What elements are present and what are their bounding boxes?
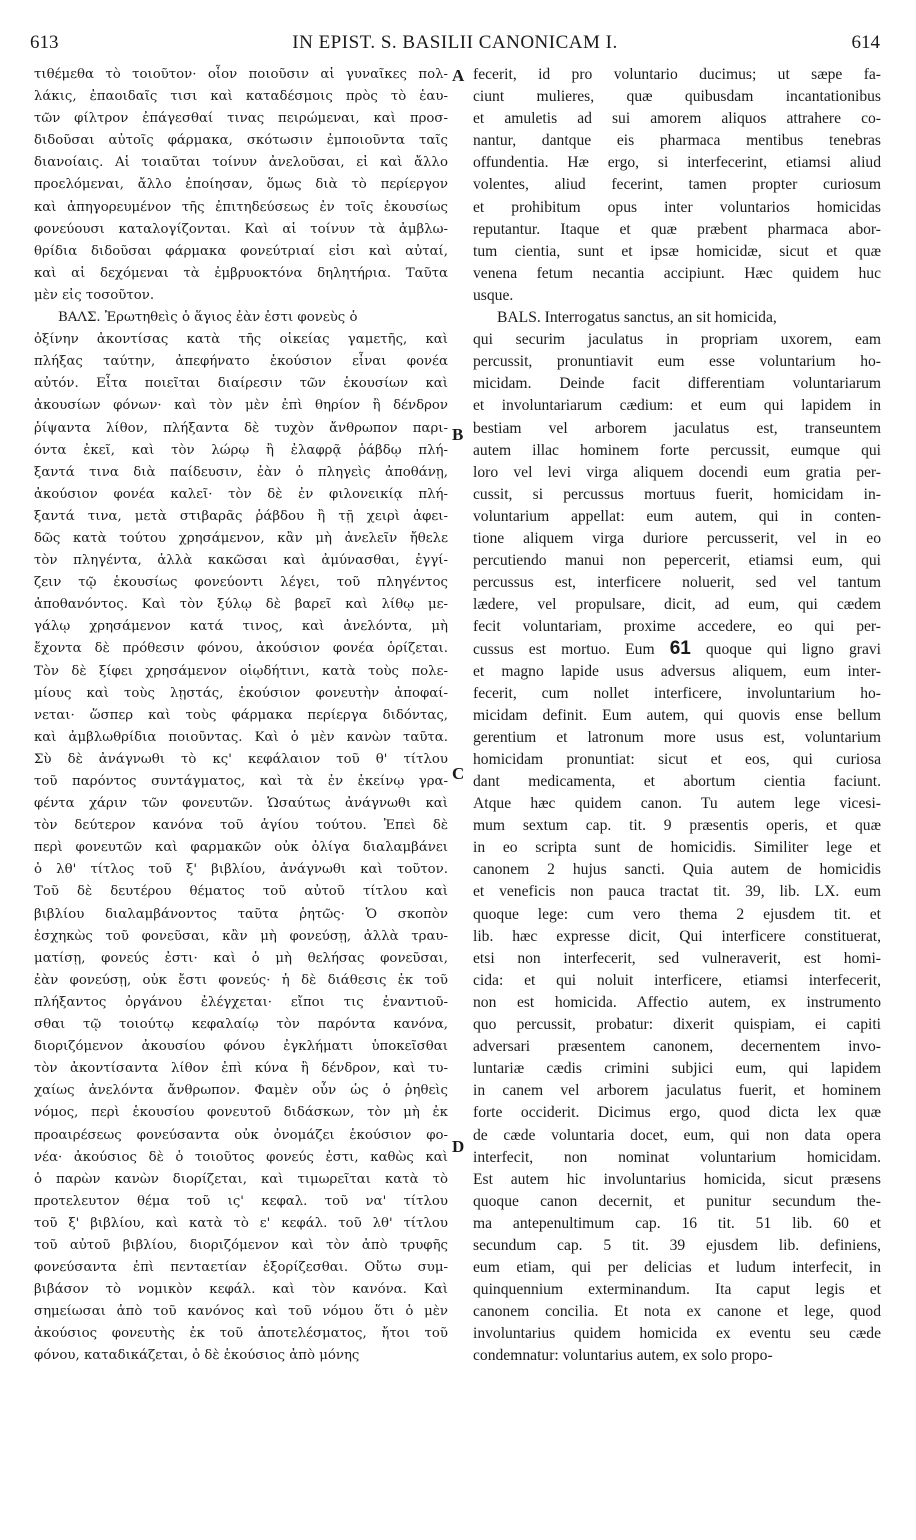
latin-text-line: lædere, vel propulsare, dicit, ad eum, qui cædem <box>473 596 881 614</box>
greek-text-line: νέα· ἀκούσιος δὲ ὁ τοιοῦτος φονεύς ἐστι, καθὼς καὶ <box>34 1149 448 1165</box>
latin-text-line: Atque hæc quidem canon. Tu autem lege vicesi- <box>473 795 881 813</box>
greek-text-line: λάκις, ἐπαοιδαῖς τισι καὶ καταδέσμοις πρὸς τὸ ἑαυ- <box>34 89 448 105</box>
greek-text-line: διοριζόμενον ἀκουσίου φόνου ἐγκλήματι ὑποκεῖσθαι <box>34 1039 448 1055</box>
latin-text-fragment: cussus est mortuo. Eum <box>473 641 655 659</box>
greek-text-line: φόνου, καταδικάζεται, ὁ δὲ ἑκούσιος ἀπὸ μόνης <box>34 1348 360 1364</box>
greek-text-line: ἐσχηκὼς τοῦ φονεῦσαι, κἂν μὴ φονεύσῃ, ἀλλὰ τραυ- <box>34 928 448 944</box>
greek-text-line: ματίσῃ, φονεύς ἐστι· καὶ ὁ μὴ θελήσας φονεῦσαι, <box>34 950 448 966</box>
greek-text-line: μίους καὶ τοὺς λῃστάς, ἑκούσιον φονευτὴν ἀποφαί- <box>34 685 448 701</box>
greek-text-line: όντα ἐκεῖ, καὶ τὸν λώρῳ ἢ ἐλαφρᾷ ῥάβδῳ πλή- <box>34 442 448 458</box>
greek-text-line: τοῦ παρόντος συντάγματος, καὶ τὰ ἐν ἐκείνῳ γρα- <box>34 774 448 789</box>
latin-text-line: fecit voluntariam, proxime accedere, eo qui per- <box>473 618 881 636</box>
greek-text-line: ξαντά τινα διὰ παίδευσιν, ἐὰν ὁ πληγεὶς ἀποθάνῃ, <box>34 464 448 480</box>
page-header <box>30 32 880 58</box>
latin-text-line: fecerit, cum nollet interficere, involuntarium ho- <box>473 684 881 702</box>
latin-text-line: interfecit, non nominat voluntarium homicidam. <box>473 1148 881 1166</box>
latin-text-line: fecerit, id pro voluntario ducimus; ut sæpe fa- <box>473 66 881 83</box>
latin-text-line: voluntarium appellat: eum autem, qui in conten- <box>473 507 881 525</box>
greek-text-line: ἐὰν φονεύσῃ, οὐκ ἔστι φονεύς· ἡ δὲ διάθεσις ἐκ τοῦ <box>34 972 448 988</box>
greek-text-line: πλήξαντος ὀργάνου ἐλέγχεται· εἴποι τις ἐναντιοῦ- <box>34 994 448 1010</box>
latin-text-line: et veneficis non pauca tractat tit. 39, lib. LX. eum <box>473 883 881 901</box>
latin-text-line: et amuletis ad sui amorem aliquos attrahere co- <box>473 110 881 128</box>
greek-text-line: τοῦ αὐτοῦ βιβλίου, διοριζόμενον καὶ τὸν ἀπὸ τρυφῆς <box>34 1237 448 1253</box>
margin-marker-c: C <box>452 764 465 783</box>
latin-text-line: bestiam vel arborem jaculatus est, transeuntem <box>473 419 881 437</box>
latin-text-line: et prohibitum opus inter voluntarios homicidas <box>473 198 881 216</box>
inline-column-number: 61 <box>669 638 691 660</box>
greek-text-line: ζειν τῷ ἑκουσίως φονεύοντι λέγει, τοῦ πληγέντος <box>34 575 448 591</box>
latin-text-line: quo percussit, probatur: dixerit quispiam, ei capiti <box>473 1016 881 1034</box>
latin-column <box>473 64 881 1524</box>
latin-text-line: cida: et qui noluit interficere, etiamsi interfecerit, <box>473 971 881 989</box>
latin-text-line: percussit, pronuntiavit eum esse voluntarium ho- <box>473 353 881 371</box>
latin-text-line: micidam definit. Eum autem, qui quovis ense bellum <box>473 706 881 724</box>
greek-text-line: προαιρέσεως φονεύσαντα οὐκ ὀνομάζει ἑκούσιον φο- <box>34 1127 448 1143</box>
latin-text-line: loro vel levi virga aliquem docendi eum gratia per- <box>473 463 881 481</box>
page-number-left: 613 <box>30 32 59 53</box>
greek-text-line: τιθέμεθα τὸ τοιοῦτον· οἷον ποιοῦσιν αἱ γυναῖκες πολ- <box>34 67 448 82</box>
greek-text-line: γάλῳ χρησάμενον κατά τινος, καὶ ἀνελόντα, μὴ <box>34 619 448 635</box>
latin-text-line: dant medicamenta, et abortum cientia faciunt. <box>473 773 881 790</box>
greek-text-line: φονεύσαντα ἐπὶ πενταετίαν ἐξορίζεσθαι. Οὕτω συμ- <box>34 1260 448 1276</box>
greek-text-line: νόμος, περὶ ἑκουσίου φονευτοῦ διδάσκων, τὸν μὴ ἐκ <box>34 1105 448 1121</box>
latin-text-line: canonem 2 hujus sancti. Quia autem de homicidis <box>473 861 881 879</box>
latin-text-line: mum sextum cap. tit. 9 præsentis operis, et quæ <box>473 817 881 835</box>
greek-text-line: ΒΑΛΣ. Ἐρωτηθεὶς ὁ ἅγιος ἐὰν ἐστι φονεὺς ὁ <box>58 310 358 326</box>
greek-text-line: αὐτόν. Εἶτα ποιεῖται διαίρεσιν τῶν ἑκουσίων καὶ <box>34 376 448 392</box>
greek-text-line: Σὺ δὲ ἀνάγνωθι τὸ κς' κεφάλαιον τοῦ θ' τίτλου <box>34 751 448 767</box>
greek-text-line: περὶ φονευτῶν καὶ φαρμακῶν οὐκ ὀλίγα διαλαμβάνει <box>34 840 448 856</box>
greek-text-line: βιβάσον τὸ νομικὸν κεφάλ. καὶ τὸν κανόνα. Καὶ <box>34 1282 448 1298</box>
latin-text-line: nantur, dantque eis pharmaca mentibus tenebras <box>473 132 881 150</box>
latin-text-line: percussus est, interficere noluerit, sed vel tantum <box>473 574 881 592</box>
greek-text-line: δῶς κατὰ τούτου χρησάμενον, κἂν μὴ ἀνελεῖν ἤθελε <box>34 530 448 546</box>
latin-text-line: offundentia. Hæ ergo, si interfecerint, etiamsi aliud <box>473 154 881 172</box>
greek-text-line: νεται· ὥσπερ καὶ τοὺς φάρμακα περίεργα διδόντας, <box>34 707 448 723</box>
greek-text-line: ἔχοντα δὲ πρόθεσιν φόνου, ἀκούσιον φονέα ὁρίζεται. <box>34 641 448 657</box>
greek-column <box>34 64 448 1524</box>
latin-text-line: eum etiam, qui per delicias et ludum interfecit, in <box>473 1259 881 1277</box>
greek-text-line: σθαι τῷ τοιούτῳ κεφαλαίῳ τὸν παρόντα κανόνα, <box>34 1017 448 1033</box>
latin-text-fragment: quoque qui ligno gravi <box>690 641 881 659</box>
latin-text-line: luntariæ cædis crimini subjici eum, qui lapidem <box>473 1060 881 1078</box>
latin-text-line: non est homicida. Affectio autem, ex instrumento <box>473 993 881 1011</box>
greek-text-line: τὸν δεύτερον κανόνα τοῦ ἁγίου τούτου. Ἐπεὶ δὲ <box>34 818 448 834</box>
margin-marker-b: B <box>452 425 464 444</box>
greek-text-line: ἀκούσιος φονευτὴς ἐκ τοῦ ἀποτελέσματος, ἤτοι τοῦ <box>34 1326 448 1342</box>
latin-text-line: percutiendo manui non pepercerit, etiamsi eum, qui <box>473 552 881 570</box>
latin-text-line: tum cientia, sunt et ipsæ homicidæ, sicut et quæ <box>473 242 881 260</box>
latin-text-line: BALS. Interrogatus sanctus, an sit homicida, <box>497 309 777 327</box>
greek-text-line: καὶ ἀμβλωθρίδια ποιοῦντας. Καὶ ὁ μὲν κανὼν ταῦτα. <box>34 729 448 745</box>
latin-text-line: ciunt mulieres, quæ quibusdam incantationibus <box>473 88 881 106</box>
latin-text-line: usque. <box>473 286 514 304</box>
latin-text-line: lib. hæc expresse dicit, Qui interficere constituerat, <box>473 927 881 945</box>
greek-text-line: ἀκουσίων φόνων· καὶ τὸν μὲν ἐπὶ θηρίον ἢ δένδρον <box>34 398 448 414</box>
latin-text-line: Est autem hic involuntarius homicida, sicut præsens <box>473 1170 881 1188</box>
greek-text-line: διανοίαις. Αἱ τοιαῦται τοίνυν ἀνελοῦσαι, εἰ καὶ ἄλλο <box>34 155 448 171</box>
greek-text-line: ἀποθανόντος. Καὶ τὸν ξύλῳ δὲ βαρεῖ καὶ λίθῳ με- <box>34 597 448 613</box>
latin-text-line: canonem concilia. Et nota ex canone et lege, quod <box>473 1303 881 1321</box>
greek-text-line: ξαντά τινα, μετὰ στιβαρᾶς ῥάβδου ἢ τῇ χειρὶ ἀφει- <box>34 508 448 524</box>
greek-text-line: διδοῦσαι αὐτοῖς φάρμακα, σκότωσιν ἐμποιοῦντα ταῖς <box>34 133 448 149</box>
latin-text-line: de cæde voluntaria docet, eum, qui non data opera <box>473 1126 881 1144</box>
latin-text-line: et involuntariarum cædium: et eum qui lapidem in <box>473 397 881 415</box>
latin-text-line: quoque lege: cum vero thema 2 ejusdem tit. et <box>473 905 881 923</box>
latin-text-line: autem illac hominem forte percussit, eumque qui <box>473 441 881 459</box>
latin-text-line: gerentium et latronum more usus est, voluntarium <box>473 728 881 746</box>
greek-text-line: Τοῦ δὲ δευτέρου θέματος τοῦ αὐτοῦ τίτλου καὶ <box>34 884 448 900</box>
latin-text-line: etsi non interfecerit, sed vulneraverit, est homi- <box>473 949 881 967</box>
latin-text-line: volentes, aliud fecerint, tamen propter curiosum <box>473 176 881 194</box>
latin-text-line <box>473 638 881 660</box>
latin-text-line: reputantur. Itaque et quæ præbent pharmaca abor- <box>473 220 881 238</box>
latin-text-line: ma antepenultimum cap. 16 tit. 51 lib. 60 et <box>473 1214 881 1232</box>
greek-text-line: καὶ αἱ δεχόμεναι τὰ ἐμβρυοκτόνα δηλητήρια. Ταῦτα <box>34 265 448 281</box>
margin-marker-a: A <box>452 66 465 85</box>
greek-text-line: μὲν εἰς τοσοῦτον. <box>34 287 155 303</box>
latin-text-line: involuntarius quidem homicida ex eventu seu cæde <box>473 1325 881 1343</box>
greek-text-line: ὁ λθ' τίτλος τοῦ ξ' βιβλίου, ἀνάγνωθι καὶ τοῦτον. <box>34 862 448 878</box>
greek-text-line: χαίως ἀνελόντα ἄνθρωπον. Φαμὲν οὖν ὡς ὁ ῥηθεὶς <box>34 1083 448 1099</box>
latin-text-line: qui securim jaculatus in propriam uxorem, eam <box>473 331 881 349</box>
greek-text-line: προτελευτον θέμα τοῦ ις' κεφαλ. τοῦ να' τίτλου <box>34 1193 448 1209</box>
greek-text-line: τοῦ ξ' βιβλίου, καὶ κατὰ τὸ ε' κεφάλ. τοῦ λθ' τίτλου <box>34 1215 448 1231</box>
latin-text-line: micidam. Deinde facit differentiam voluntariarum <box>473 375 881 393</box>
latin-text-line: venena fetum necantia accipiunt. Hæc quidem huc <box>473 264 881 282</box>
greek-text-line: τὸν πληγέντα, ἀλλὰ κακῶσαι καὶ ἀμύνασθαι, ἐγγί- <box>34 553 448 569</box>
greek-text-line: ὁ παρὼν κανὼν διορίζεται, καὶ τιμωρεῖται κατὰ τὸ <box>34 1171 448 1187</box>
greek-text-line: προελόμεναι, ἄλλο ἐποίησαν, ὅμως διὰ τὸ περίεργον <box>34 177 448 193</box>
latin-text-line: in eo scripta sunt de homicidis. Similiter lege et <box>473 839 881 857</box>
greek-text-line: τῶν φίλτρον ἐπάγεσθαί τινας πειρώμεναι, καὶ προσ- <box>34 111 448 127</box>
latin-text-line: adversari præsentem canonem, decernentem invo- <box>473 1038 881 1056</box>
greek-text-line: σημείωσαι ἀπὸ τοῦ κανόνος καὶ τοῦ νόμου ὅτι ὁ μὲν <box>34 1304 448 1320</box>
greek-text-line: καὶ ἀπηγορευμένον τῆς ἐπιτηδεύσεως ἐν τοῖς ἑκουσίως <box>34 199 448 215</box>
greek-text-line: ὀξίνην ἀκοντίσας κατὰ τῆς οἰκείας γαμετῆς, καὶ <box>34 332 448 348</box>
page-number-right: 614 <box>851 32 880 53</box>
greek-text-line: φέντα χάριν τῶν φονευτῶν. Ὡσαύτως ἀνάγνωθι καὶ <box>34 796 448 812</box>
latin-text-line: condemnatur: voluntarius autem, ex solo propo- <box>473 1347 773 1365</box>
latin-text-line: tione aliquem virga duriore percusserit, vel in eo <box>473 529 881 547</box>
latin-text-line: quoque canon decernit, et punitur secundum the- <box>473 1192 881 1210</box>
greek-text-line: τὸν ἀκοντίσαντα λίθον ἐπὶ κύνα ἢ δένδρον, καὶ τυ- <box>34 1061 448 1077</box>
greek-text-line: πλήξας ταύτην, ἀπεφήνατο ἑκούσιον εἶναι φονέα <box>34 354 448 370</box>
latin-text-line: in canem vel arborem jaculatus fuerit, et hominem <box>473 1082 881 1100</box>
greek-text-line: φονεύουσι καταλογίζονται. Καὶ αἱ τοίνυν τὰ ἀμβλω- <box>34 221 448 237</box>
greek-text-line: ἀκούσιον φονέα καλεῖ· τὸν δὲ ἐν φιλονεικίᾳ πλή- <box>34 486 448 502</box>
greek-text-line: Τὸν δὲ ξίφει χρησάμενον οἱῳδήτινι, κατὰ τοὺς πολε- <box>34 663 448 679</box>
latin-text-line: cussit, si percussus mortuus fuerit, homicidam in- <box>473 485 881 503</box>
latin-text-line: forte occiderit. Dicimus ergo, quod dicta lex quæ <box>473 1104 881 1122</box>
greek-text-line: ῥίψαντα λίθον, πλήξαντα δὲ τυχὸν ἄνθρωπον παρι- <box>34 420 448 436</box>
margin-marker-d: D <box>452 1137 465 1156</box>
latin-text-line: et magno lapide usus adversus aliquem, eum inter- <box>473 662 881 680</box>
greek-text-line: βιβλίου διαλαμβάνοντος ταῦτα ῥητῶς· Ὁ σκοπὸν <box>34 906 448 922</box>
latin-text-line: homicidam pronuntiat: sicut et eos, qui curiosa <box>473 750 881 768</box>
latin-text-line: secundum cap. 5 tit. 39 ejusdem lib. definiens, <box>473 1236 881 1254</box>
running-title: IN EPIST. S. BASILII CANONICAM I. <box>292 32 618 53</box>
greek-text-line: θρίδια διδοῦσαι φάρμακα φονεύτριαί εἰσι καὶ αὐταί, <box>34 243 448 259</box>
latin-text-line: quinquennium exterminandum. Ita caput legis et <box>473 1281 881 1299</box>
